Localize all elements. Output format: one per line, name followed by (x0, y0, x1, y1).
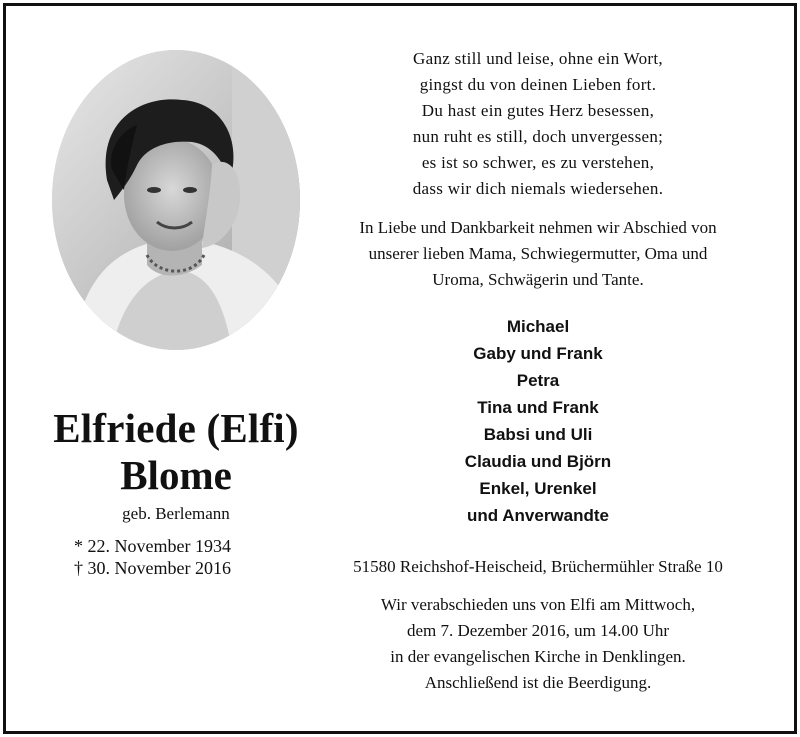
poem-line: Du hast ein gutes Herz besessen, (421, 101, 655, 120)
farewell-intro (328, 215, 748, 293)
mourner: Babsi und Uli (483, 425, 593, 444)
mourner: Gaby und Frank (473, 344, 603, 363)
mourners-list (328, 313, 748, 529)
mourner: Petra (516, 371, 560, 390)
funeral-service-info (328, 592, 748, 696)
maiden-name: geb. Berlemann (122, 504, 230, 523)
family-address: 51580 Reichshof-Heischeid, Brüchermühler Straße 10 (353, 557, 723, 576)
mourner: Tina und Frank (477, 398, 599, 417)
deceased-surname: Blome (120, 452, 232, 498)
poem-line: nun ruht es still, doch unvergessen; (412, 127, 664, 146)
portrait-photo (52, 50, 300, 350)
intro-line: Uroma, Schwägerin und Tante. (432, 270, 644, 289)
mourner: Enkel, Urenkel (479, 479, 597, 498)
poem-line: es ist so schwer, es zu verstehen, (421, 153, 655, 172)
mourner: Michael (506, 317, 570, 336)
deceased-first-name: Elfriede (Elfi) (53, 405, 299, 451)
death-date: † 30. November 2016 (74, 558, 231, 578)
service-line: Wir verabschieden uns von Elfi am Mittwoch, (380, 595, 696, 614)
service-line: dem 7. Dezember 2016, um 14.00 Uhr (406, 621, 670, 640)
mourner: und Anverwandte (467, 506, 609, 525)
poem-line: gingst du von deinen Lieben fort. (419, 75, 657, 94)
birth-date: * 22. November 1934 (74, 536, 231, 556)
poem (328, 46, 748, 202)
service-line: in der evangelischen Kirche in Denklingen. (390, 647, 686, 666)
life-dates (74, 535, 314, 579)
poem-line: dass wir dich niemals wiedersehen. (412, 179, 664, 198)
poem-line: Ganz still und leise, ohne ein Wort, (413, 49, 663, 68)
intro-line: unserer lieben Mama, Schwiegermutter, Oma und (368, 244, 708, 263)
intro-line: In Liebe und Dankbarkeit nehmen wir Abschied von (359, 218, 717, 237)
mourner: Claudia und Björn (464, 452, 612, 471)
service-line: Anschließend ist die Beerdigung. (424, 673, 652, 692)
